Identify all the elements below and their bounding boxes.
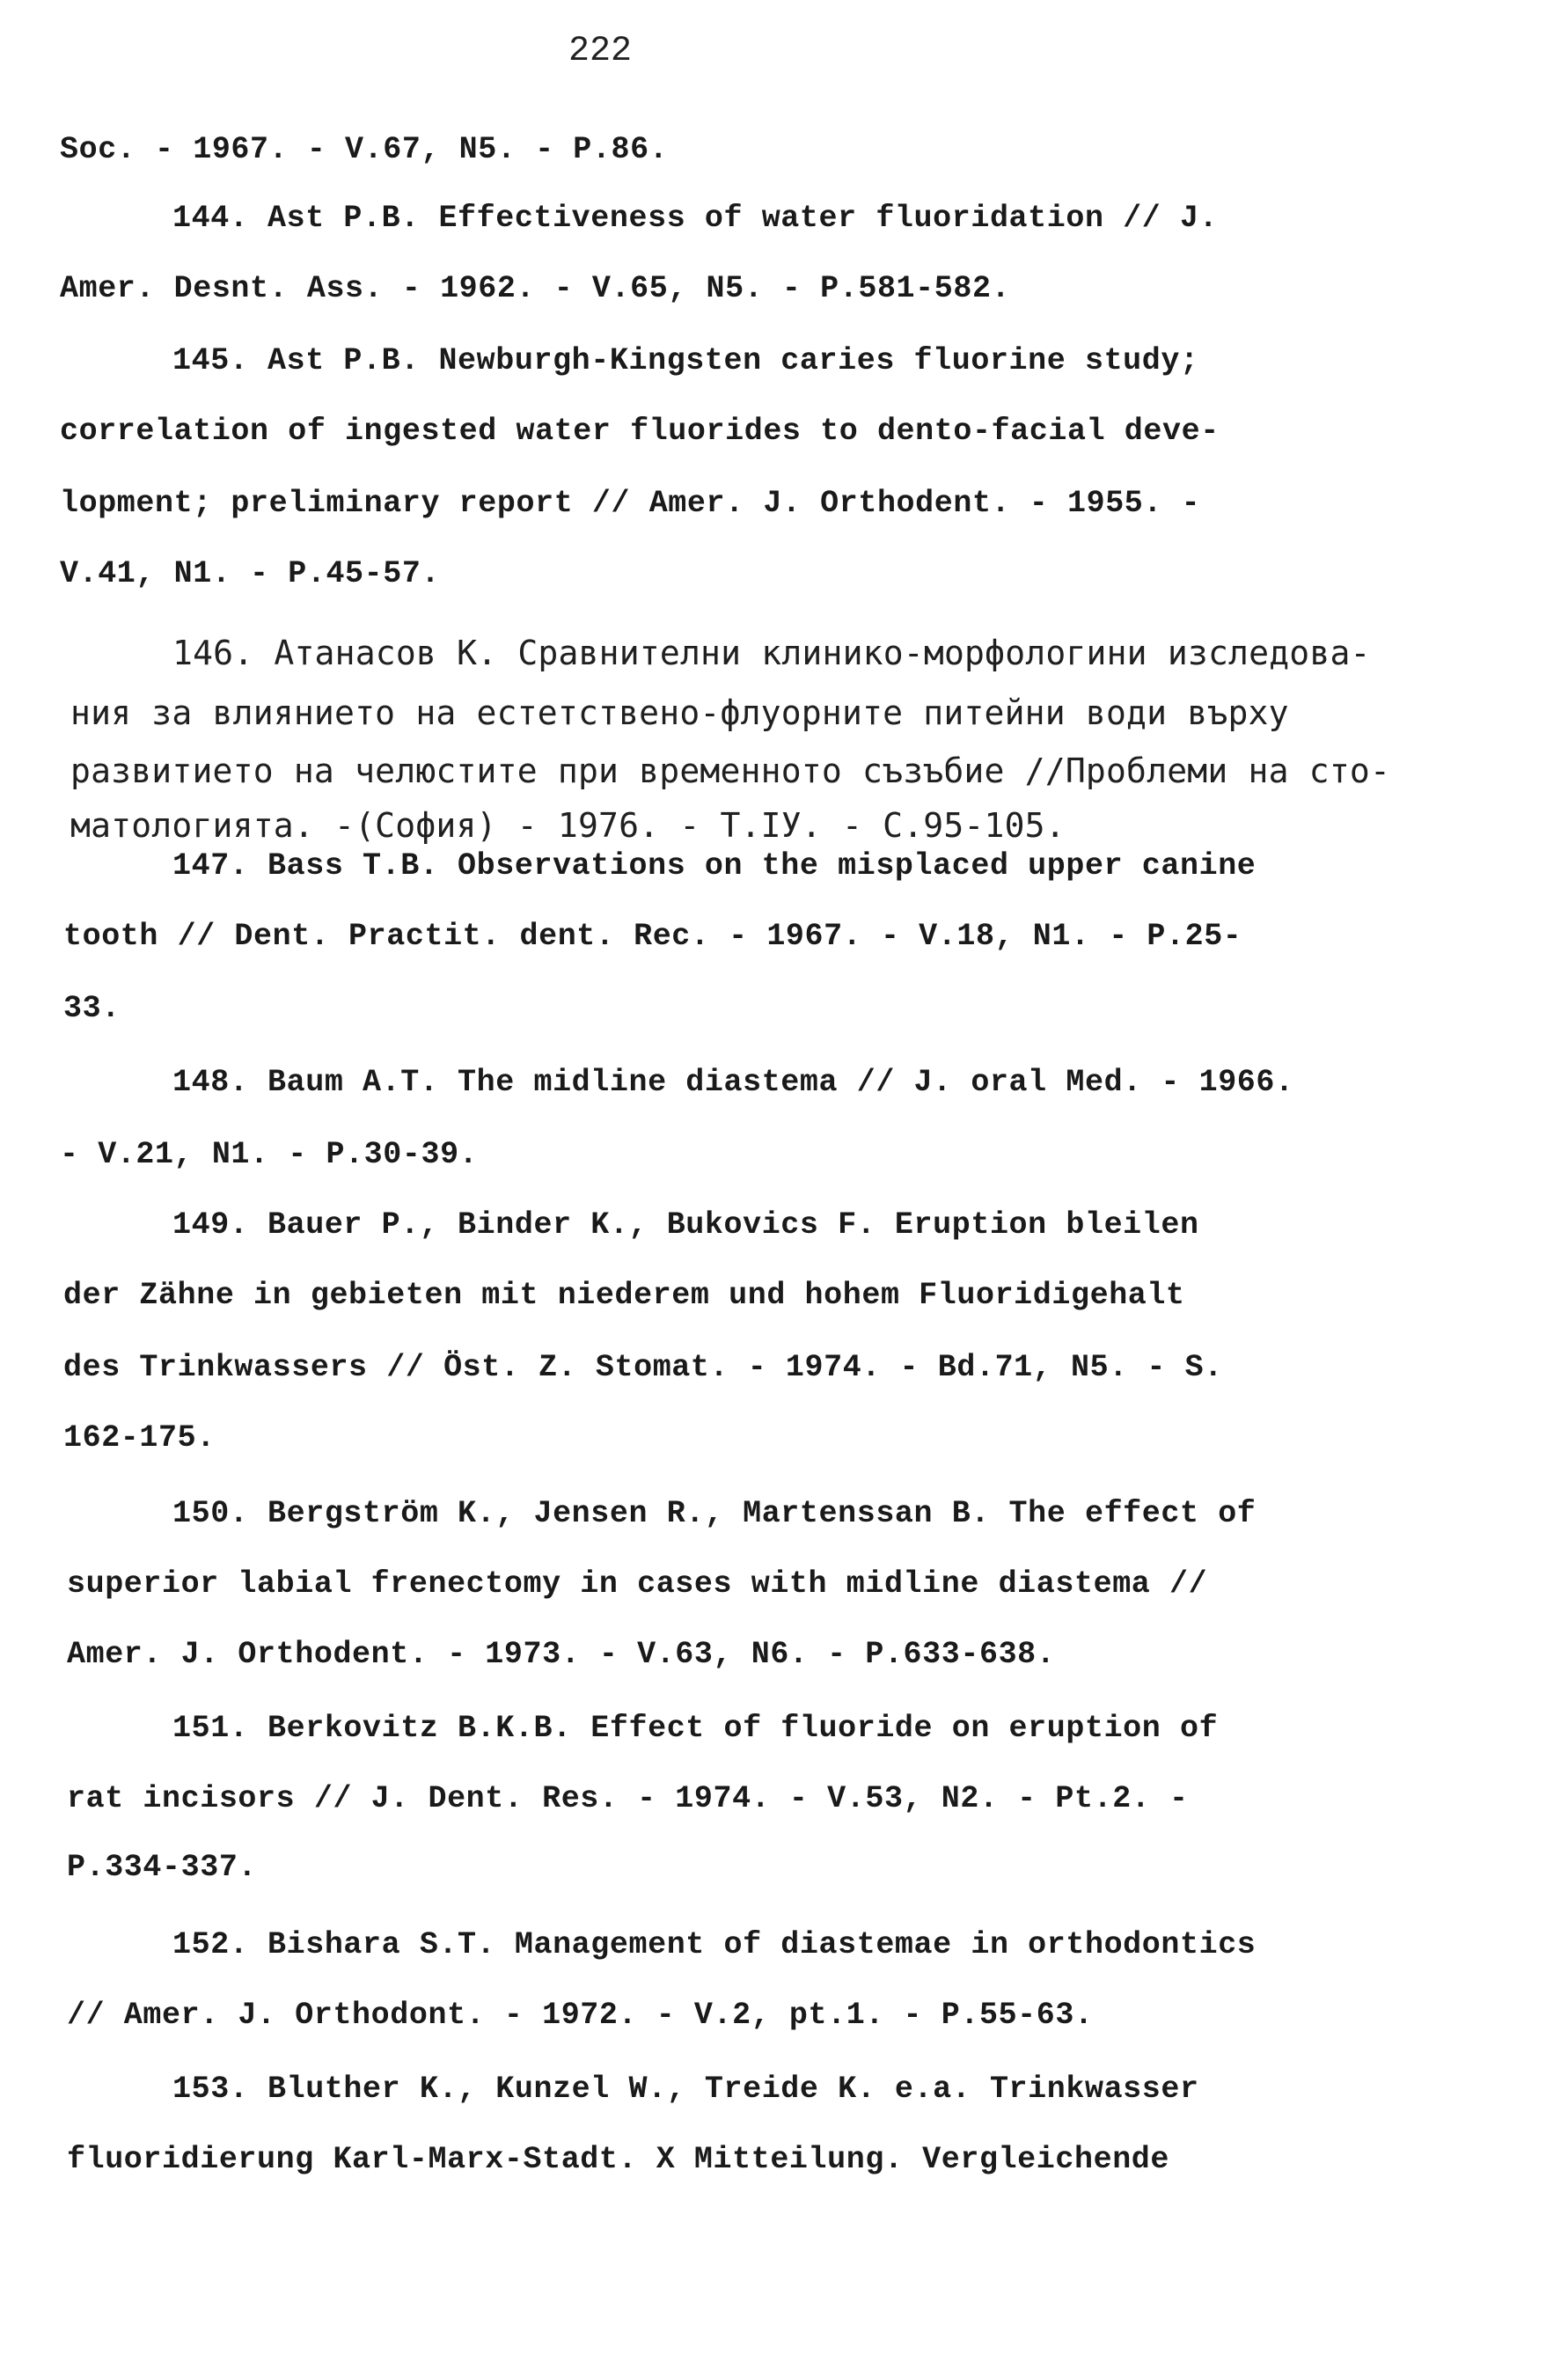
- reference-line: 147. Bass T.B. Observations on the misplaced upper canine: [172, 848, 1257, 884]
- reference-line: Amer. Desnt. Ass. - 1962. - V.65, N5. - P.581-582.: [60, 271, 1011, 306]
- reference-line: Amer. J. Orthodent. - 1973. - V.63, N6. - P.633-638.: [67, 1637, 1056, 1672]
- reference-line: der Zähne in gebieten mit niederem und hohem Fluoridigehalt: [63, 1278, 1185, 1313]
- reference-line: матологията. -(София) - 1976. - Т.IУ. - С.95-105.: [70, 806, 1066, 845]
- reference-line: 149. Bauer P., Binder K., Bukovics F. Eruption bleilen: [172, 1207, 1199, 1243]
- reference-line: tooth // Dent. Practit. dent. Rec. - 1967. - V.18, N1. - P.25-: [63, 919, 1242, 954]
- reference-line: ния за влиянието на естетствено-флуорните питейни води върху: [70, 693, 1289, 732]
- reference-line: 153. Bluther K., Kunzel W., Treide K. e.a. Trinkwasser: [172, 2072, 1199, 2107]
- reference-line: des Trinkwassers // Öst. Z. Stomat. - 1974. - Bd.71, N5. - S.: [63, 1350, 1223, 1385]
- reference-line: lopment; preliminary report // Amer. J. Orthodent. - 1955. -: [60, 486, 1201, 521]
- reference-line: superior labial frenectomy in cases with midline diastema //: [67, 1566, 1208, 1602]
- page-number: 222: [568, 32, 632, 71]
- reference-line: 33.: [63, 991, 121, 1026]
- reference-line: 152. Bishara S.T. Management of diastemae in orthodontics: [172, 1927, 1257, 1962]
- reference-line: 146. Атанасов К. Сравнителни клинико-морфологини изследова-: [172, 634, 1371, 672]
- reference-line: 151. Berkovitz B.K.B. Effect of fluoride on eruption of: [172, 1711, 1219, 1746]
- reference-line: P.334-337.: [67, 1850, 258, 1885]
- reference-line: // Amer. J. Orthodont. - 1972. - V.2, pt.1. - P.55-63.: [67, 1998, 1094, 2033]
- reference-line: 150. Bergström K., Jensen R., Martenssan B. The effect of: [172, 1496, 1257, 1531]
- reference-line: 144. Ast P.B. Effectiveness of water fluoridation // J.: [172, 201, 1219, 236]
- reference-line: 145. Ast P.B. Newburgh-Kingsten caries fluorine study;: [172, 343, 1199, 378]
- reference-line: развитието на челюстите при временното съзъбие //Проблеми на сто-: [70, 752, 1391, 790]
- reference-line: rat incisors // J. Dent. Res. - 1974. - V.53, N2. - Pt.2. -: [67, 1781, 1189, 1816]
- reference-line: 148. Baum A.T. The midline diastema // J. oral Med. - 1966.: [172, 1065, 1294, 1100]
- reference-line: 162-175.: [63, 1420, 216, 1456]
- reference-line: - V.21, N1. - P.30-39.: [60, 1137, 479, 1172]
- reference-line: fluoridierung Karl-Marx-Stadt. X Mitteilung. Vergleichende: [67, 2142, 1169, 2177]
- reference-line: V.41, N1. - P.45-57.: [60, 556, 441, 591]
- reference-line: correlation of ingested water fluorides to dento-facial deve-: [60, 414, 1220, 449]
- reference-line: Soc. - 1967. - V.67, N5. - P.86.: [60, 132, 669, 167]
